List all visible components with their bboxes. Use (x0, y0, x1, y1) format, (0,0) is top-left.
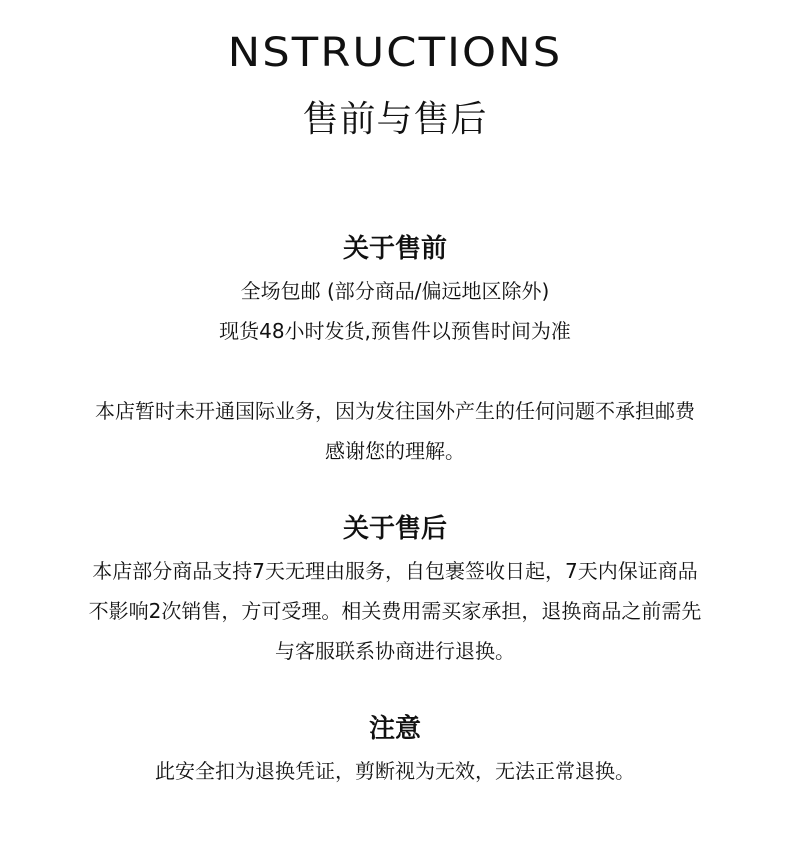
aftersale-heading: 关于售后 (342, 514, 447, 544)
notice-line: 此安全扣为退换凭证，剪断视为无效，无法正常退换。 (155, 759, 635, 783)
page-title-english: NSTRUCTIONS (227, 30, 563, 76)
aftersale-line: 本店部分商品支持7天无理由服务，自包裹签收日起，7天内保证商品 (92, 559, 698, 583)
page-title-chinese: 售前与售后 (302, 99, 488, 140)
international-notice-line: 感谢您的理解。 (325, 439, 465, 463)
presale-line: 全场包邮 (部分商品/偏远地区除外) (240, 279, 550, 303)
presale-line: 现货48小时发货,预售件以预售时间为准 (219, 319, 571, 343)
international-notice-line: 本店暂时未开通国际业务，因为发往国外产生的任何问题不承担邮费 (95, 399, 695, 423)
notice-heading: 注意 (368, 714, 421, 744)
presale-heading: 关于售前 (342, 234, 447, 264)
aftersale-line: 与客服联系协商进行退换。 (275, 639, 515, 663)
aftersale-line: 不影响2次销售，方可受理。相关费用需买家承担，退换商品之前需先 (88, 599, 702, 623)
